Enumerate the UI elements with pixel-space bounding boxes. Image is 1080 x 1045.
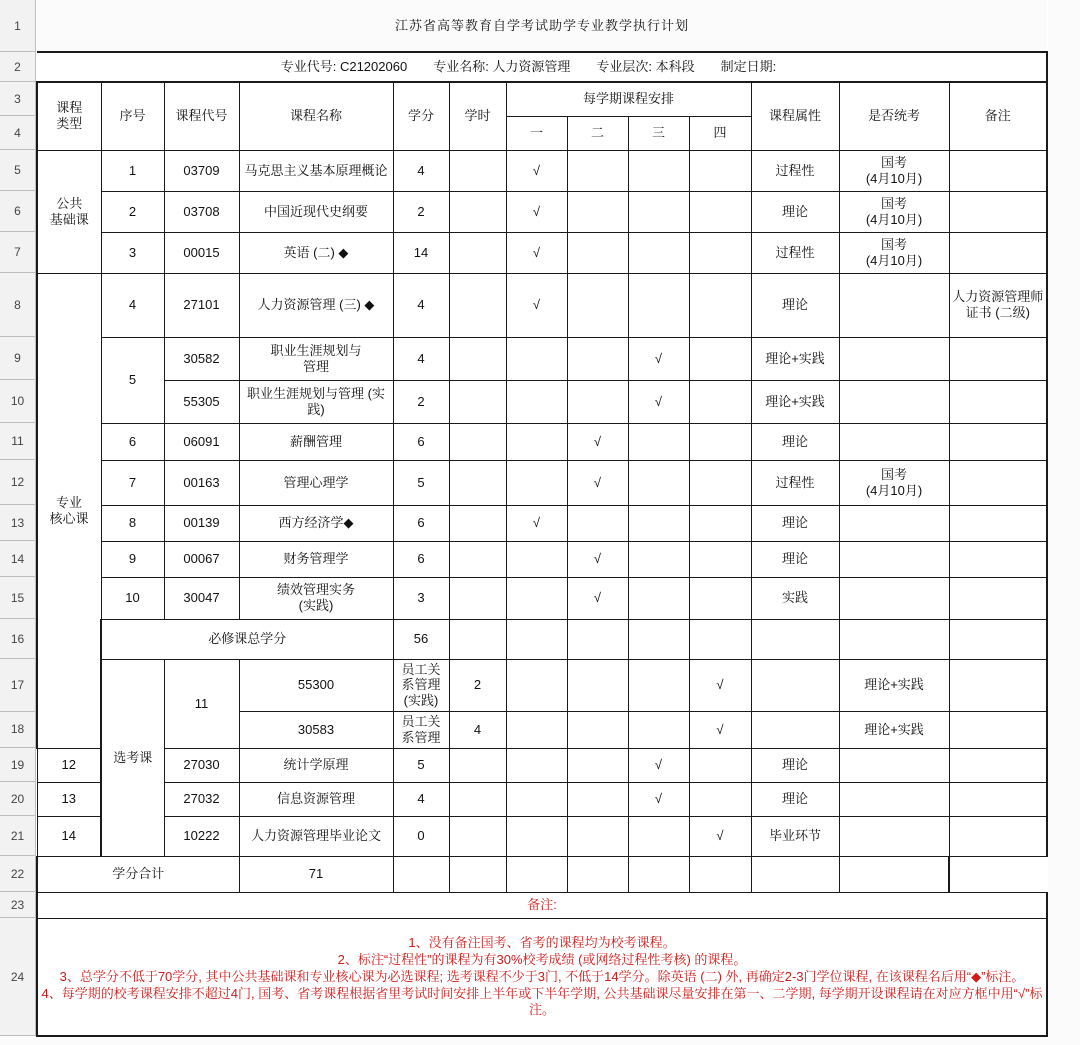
header-row-top (37, 82, 1047, 116)
cell-name: 员工关系管理 (393, 712, 449, 749)
cell-credits: 2 (393, 191, 449, 232)
cell-semester-2 (628, 659, 689, 712)
table-row (37, 816, 1047, 856)
cell-semester-1 (567, 712, 628, 749)
cell-unified-exam (839, 748, 949, 782)
required-total-remark (949, 619, 1047, 659)
row-number-21[interactable]: 21 (0, 816, 36, 856)
cell-semester-4 (689, 505, 751, 541)
cell-seq: 11 (164, 659, 239, 748)
col-header-semester-group: 每学期课程安排 (506, 82, 751, 116)
cell-semester-1: √ (506, 505, 567, 541)
grand-total-s1 (449, 856, 506, 892)
cell-semester-3 (628, 460, 689, 505)
row-number-4[interactable]: 4 (0, 116, 36, 150)
cell-semester-4 (689, 232, 751, 273)
cell-seq: 2 (101, 191, 164, 232)
cell-remark (949, 337, 1047, 380)
col-header-hours: 学时 (449, 82, 506, 150)
cell-name: 绩效管理实务 (实践) (239, 577, 393, 619)
cell-semester-2 (567, 150, 628, 191)
cell-hours (449, 191, 506, 232)
row-number-15[interactable]: 15 (0, 577, 36, 619)
grand-total-remark (839, 856, 949, 892)
table-row (37, 659, 1047, 712)
cell-semester-2: √ (567, 460, 628, 505)
cell-attribute: 理论+实践 (751, 337, 839, 380)
cell-unified-exam: 国考 (4月10月) (839, 191, 949, 232)
cell-unified-exam (839, 380, 949, 423)
cell-code: 00163 (164, 460, 239, 505)
cell-semester-1: √ (506, 150, 567, 191)
cell-semester-3 (628, 423, 689, 460)
cell-name: 人力资源管理毕业论文 (239, 816, 393, 856)
cell-semester-1: √ (506, 232, 567, 273)
cell-remark: 人力资源管理师 证书 (二级) (949, 273, 1047, 337)
cell-seq: 3 (101, 232, 164, 273)
notes-list (37, 918, 1047, 1036)
cell-credits: 2 (393, 380, 449, 423)
page-title: 江苏省高等教育自学考试助学专业教学执行计划 (37, 0, 1047, 52)
info-row (37, 52, 1047, 82)
row-number-2[interactable]: 2 (0, 52, 36, 82)
grand-total-row (37, 856, 1047, 892)
cell-unified-exam (839, 782, 949, 816)
cell-hours (449, 337, 506, 380)
cell-semester-4 (689, 577, 751, 619)
row-number-22[interactable]: 22 (0, 856, 36, 892)
required-total-s3 (628, 619, 689, 659)
row-number-17[interactable]: 17 (0, 659, 36, 712)
col-header-seq: 序号 (101, 82, 164, 150)
table-row (37, 337, 1047, 380)
cell-unified-exam: 国考 (4月10月) (839, 232, 949, 273)
row-number-24[interactable]: 24 (0, 918, 36, 1036)
cell-semester-4 (689, 337, 751, 380)
cell-unified-exam (839, 505, 949, 541)
cell-seq: 10 (101, 577, 164, 619)
cell-seq: 14 (37, 816, 101, 856)
cell-hours (449, 273, 506, 337)
cell-unified-exam (839, 273, 949, 337)
col-header-course-name: 课程名称 (239, 82, 393, 150)
row-number-5[interactable]: 5 (0, 150, 36, 191)
cell-semester-4 (689, 423, 751, 460)
cell-semester-3 (628, 150, 689, 191)
note-item: 3、总学分不低于70学分, 其中公共基础课和专业核心课为必选课程; 选考课程不少于3门, 不低于14学分。除英语 (二) 外, 再确定2-3门学位课程, 在该课程名后用“◆”标注。 (59, 969, 1025, 985)
cell-hours (449, 380, 506, 423)
row-number-16[interactable]: 16 (0, 619, 36, 659)
notes-body-row (37, 918, 1047, 1036)
col-header-semester-2: 二 (567, 116, 628, 150)
cell-unified-exam (949, 712, 1047, 749)
cell-name: 员工关系管理 (实践) (393, 659, 449, 712)
grand-total-exam (751, 856, 839, 892)
cell-unified-exam: 国考 (4月10月) (839, 460, 949, 505)
cell-credits: 4 (393, 273, 449, 337)
cell-seq: 9 (101, 541, 164, 577)
required-total-attribute (751, 619, 839, 659)
cell-remark (949, 816, 1047, 856)
cell-seq: 6 (101, 423, 164, 460)
col-header-remark: 备注 (949, 82, 1047, 150)
cell-code: 03709 (164, 150, 239, 191)
cell-code: 00139 (164, 505, 239, 541)
cell-semester-2 (567, 232, 628, 273)
cell-remark (949, 380, 1047, 423)
cell-seq: 13 (37, 782, 101, 816)
cell-name: 信息资源管理 (239, 782, 393, 816)
cell-semester-3 (628, 273, 689, 337)
row-number-8[interactable]: 8 (0, 273, 36, 337)
cell-seq: 1 (101, 150, 164, 191)
title-row (37, 0, 1047, 52)
cell-semester-2 (567, 782, 628, 816)
cell-code: 55300 (239, 659, 393, 712)
cell-remark (949, 541, 1047, 577)
cell-seq: 12 (37, 748, 101, 782)
cell-attribute: 理论+实践 (839, 712, 949, 749)
cell-hours (449, 150, 506, 191)
col-header-semester-1: 一 (506, 116, 567, 150)
required-total-row (37, 619, 1047, 659)
cell-unified-exam (839, 423, 949, 460)
cell-semester-1 (506, 460, 567, 505)
cell-hours (449, 423, 506, 460)
cell-credits: 2 (449, 659, 506, 712)
cell-code: 03708 (164, 191, 239, 232)
note-item: 4、每学期的校考课程安排不超过4门, 国考、省考课程根据省里考试时间安排上半年或下半年学期, 公共基础课尽量安排在第一、二学期, 每学期开设课程请在对应方框中用“√”标注。 (41, 985, 1043, 1017)
cell-name: 职业生涯规划与管理 (实 践) (239, 380, 393, 423)
cell-remark (949, 423, 1047, 460)
row-number-14[interactable]: 14 (0, 541, 36, 577)
cell-remark (949, 782, 1047, 816)
cell-credits: 5 (393, 748, 449, 782)
table-row (37, 380, 1047, 423)
cell-semester-1: √ (506, 273, 567, 337)
cell-hours (449, 232, 506, 273)
cell-remark (949, 460, 1047, 505)
row-number-11[interactable]: 11 (0, 423, 36, 460)
grand-total-label: 学分合计 (37, 856, 239, 892)
cell-hours (449, 541, 506, 577)
cell-seq: 8 (101, 505, 164, 541)
cell-remark (949, 505, 1047, 541)
required-total-s1 (506, 619, 567, 659)
col-header-course-type: 课程 类型 (37, 82, 101, 150)
row-number-1[interactable]: 1 (0, 0, 36, 52)
cell-semester-1 (506, 380, 567, 423)
notes-heading-row (37, 892, 1047, 918)
required-total-hours (449, 619, 506, 659)
cell-hours (449, 816, 506, 856)
cell-code: 27032 (164, 782, 239, 816)
cell-name: 职业生涯规划与 管理 (239, 337, 393, 380)
cell-semester-3 (628, 505, 689, 541)
cell-semester-4 (689, 782, 751, 816)
cell-name: 薪酬管理 (239, 423, 393, 460)
table-row (37, 577, 1047, 619)
cell-unified-exam (839, 337, 949, 380)
cell-semester-2 (567, 816, 628, 856)
cell-attribute: 理论 (751, 782, 839, 816)
table-row (37, 460, 1047, 505)
cell-semester-4 (689, 460, 751, 505)
col-header-semester-3: 三 (628, 116, 689, 150)
cell-credits: 4 (393, 150, 449, 191)
required-total-label: 必修课总学分 (101, 619, 393, 659)
cell-attribute: 理论 (751, 505, 839, 541)
major-code: 专业代号: C21202060 (280, 59, 408, 75)
cell-remark (949, 577, 1047, 619)
cell-code: 00015 (164, 232, 239, 273)
required-total-s2 (567, 619, 628, 659)
table-row (37, 505, 1047, 541)
cell-attribute: 过程性 (751, 460, 839, 505)
plan-date: 制定日期: (720, 59, 777, 75)
cell-semester-4 (751, 659, 839, 712)
table-row (37, 150, 1047, 191)
cell-semester-3: √ (689, 659, 751, 712)
row-number-18[interactable]: 18 (0, 712, 36, 749)
grand-total-s4 (628, 856, 689, 892)
cell-semester-2 (567, 273, 628, 337)
cell-name: 财务管理学 (239, 541, 393, 577)
cell-credits: 6 (393, 505, 449, 541)
cell-semester-2 (567, 191, 628, 232)
cell-seq: 7 (101, 460, 164, 505)
cell-credits: 4 (449, 712, 506, 749)
col-header-course-code: 课程代号 (164, 82, 239, 150)
cell-seq: 5 (101, 337, 164, 423)
row-number-19[interactable]: 19 (0, 748, 36, 782)
major-info-bar (37, 52, 1047, 82)
table-row (37, 423, 1047, 460)
cell-code: 27101 (164, 273, 239, 337)
cell-hours (449, 748, 506, 782)
cell-attribute: 理论+实践 (839, 659, 949, 712)
teaching-plan-table (36, 0, 1048, 1037)
cell-semester-4 (689, 191, 751, 232)
cell-attribute: 毕业环节 (751, 816, 839, 856)
cell-semester-4 (689, 150, 751, 191)
cell-credits: 6 (393, 423, 449, 460)
cell-name: 人力资源管理 (三) ◆ (239, 273, 393, 337)
major-name: 专业名称: 人力资源管理 (433, 59, 571, 75)
major-level: 专业层次: 本科段 (596, 59, 695, 75)
cell-remark (949, 150, 1047, 191)
cell-hours (449, 460, 506, 505)
cell-hours (506, 712, 567, 749)
cell-semester-3 (628, 577, 689, 619)
cell-semester-3: √ (689, 712, 751, 749)
cell-hours (449, 782, 506, 816)
cell-semester-3: √ (628, 380, 689, 423)
cell-semester-2: √ (567, 423, 628, 460)
table-row (37, 782, 1047, 816)
cell-code: 30583 (239, 712, 393, 749)
cell-name: 西方经济学◆ (239, 505, 393, 541)
cell-credits: 3 (393, 577, 449, 619)
cell-attribute: 理论 (751, 273, 839, 337)
cell-semester-1: √ (506, 191, 567, 232)
cell-name: 马克思主义基本原理概论 (239, 150, 393, 191)
cell-hours (449, 577, 506, 619)
cell-remark (949, 191, 1047, 232)
cell-semester-3 (628, 541, 689, 577)
table-row (37, 273, 1047, 337)
cell-code: 27030 (164, 748, 239, 782)
cell-semester-3 (628, 191, 689, 232)
cell-semester-2 (567, 380, 628, 423)
cell-code: 06091 (164, 423, 239, 460)
cell-unified-exam (839, 541, 949, 577)
cell-attribute: 理论 (751, 423, 839, 460)
cell-attribute: 理论+实践 (751, 380, 839, 423)
cell-name: 统计学原理 (239, 748, 393, 782)
cell-credits: 6 (393, 541, 449, 577)
cell-attribute: 过程性 (751, 150, 839, 191)
cell-semester-3 (628, 816, 689, 856)
cell-semester-4 (689, 273, 751, 337)
cell-unified-exam (949, 659, 1047, 712)
category-elective: 选考课 (101, 659, 164, 856)
category-public-basic: 公共 基础课 (37, 150, 101, 273)
cell-attribute: 实践 (751, 577, 839, 619)
row-number-10[interactable]: 10 (0, 380, 36, 423)
cell-semester-3: √ (628, 782, 689, 816)
col-header-semester-4: 四 (689, 116, 751, 150)
cell-code: 10222 (164, 816, 239, 856)
notes-heading: 备注: (37, 892, 1047, 918)
col-header-credits: 学分 (393, 82, 449, 150)
cell-semester-3 (628, 232, 689, 273)
required-total-s4 (689, 619, 751, 659)
row-number-13[interactable]: 13 (0, 505, 36, 541)
cell-attribute: 理论 (751, 541, 839, 577)
cell-semester-1 (506, 748, 567, 782)
cell-semester-3: √ (628, 337, 689, 380)
cell-unified-exam: 国考 (4月10月) (839, 150, 949, 191)
cell-semester-1 (506, 577, 567, 619)
cell-semester-4 (751, 712, 839, 749)
table-row (37, 191, 1047, 232)
table-row (37, 748, 1047, 782)
cell-code: 30047 (164, 577, 239, 619)
cell-semester-4 (689, 380, 751, 423)
row-number-12[interactable]: 12 (0, 460, 36, 505)
cell-semester-4: √ (689, 816, 751, 856)
cell-semester-2: √ (567, 577, 628, 619)
col-header-unified-exam: 是否统考 (839, 82, 949, 150)
cell-credits: 4 (393, 337, 449, 380)
cell-remark (949, 748, 1047, 782)
cell-semester-1 (506, 782, 567, 816)
row-number-23[interactable]: 23 (0, 892, 36, 918)
row-number-3[interactable]: 3 (0, 82, 36, 116)
cell-semester-1 (506, 423, 567, 460)
cell-semester-1 (506, 337, 567, 380)
cell-semester-2 (567, 337, 628, 380)
cell-seq: 4 (101, 273, 164, 337)
grand-total-s3 (567, 856, 628, 892)
required-total-credits: 56 (393, 619, 449, 659)
row-number-9[interactable]: 9 (0, 337, 36, 380)
cell-code: 00067 (164, 541, 239, 577)
cell-semester-1 (506, 541, 567, 577)
cell-name: 管理心理学 (239, 460, 393, 505)
cell-credits: 14 (393, 232, 449, 273)
cell-unified-exam (839, 577, 949, 619)
note-item: 2、标注“过程性”的课程为有30%校考成绩 (或网络过程性考核) 的课程。 (337, 952, 747, 968)
table-row (37, 232, 1047, 273)
required-total-exam (839, 619, 949, 659)
table-row (37, 541, 1047, 577)
cell-semester-3: √ (628, 748, 689, 782)
grand-total-credits: 71 (239, 856, 393, 892)
grand-total-hours (393, 856, 449, 892)
cell-code: 55305 (164, 380, 239, 423)
row-number-7[interactable]: 7 (0, 232, 36, 273)
cell-credits: 4 (393, 782, 449, 816)
cell-attribute: 理论 (751, 748, 839, 782)
cell-semester-2 (628, 712, 689, 749)
category-major-core: 专业 核心课 (37, 273, 101, 748)
cell-remark (949, 232, 1047, 273)
cell-name: 英语 (二) ◆ (239, 232, 393, 273)
cell-semester-1 (567, 659, 628, 712)
cell-credits: 5 (393, 460, 449, 505)
grand-total-s2 (506, 856, 567, 892)
cell-unified-exam (839, 816, 949, 856)
cell-semester-1 (506, 816, 567, 856)
cell-attribute: 过程性 (751, 232, 839, 273)
cell-name: 中国近现代史纲要 (239, 191, 393, 232)
cell-semester-2 (567, 748, 628, 782)
cell-hours (449, 505, 506, 541)
note-item: 1、没有备注国考、省考的课程均为校考课程。 (408, 935, 676, 951)
col-header-attribute: 课程属性 (751, 82, 839, 150)
cell-semester-4 (689, 748, 751, 782)
cell-semester-2 (567, 505, 628, 541)
grand-total-attribute (689, 856, 751, 892)
row-number-6[interactable]: 6 (0, 191, 36, 232)
row-number-20[interactable]: 20 (0, 782, 36, 816)
cell-attribute: 理论 (751, 191, 839, 232)
cell-hours (506, 659, 567, 712)
cell-code: 30582 (164, 337, 239, 380)
cell-semester-4 (689, 541, 751, 577)
cell-credits: 0 (393, 816, 449, 856)
cell-semester-2: √ (567, 541, 628, 577)
